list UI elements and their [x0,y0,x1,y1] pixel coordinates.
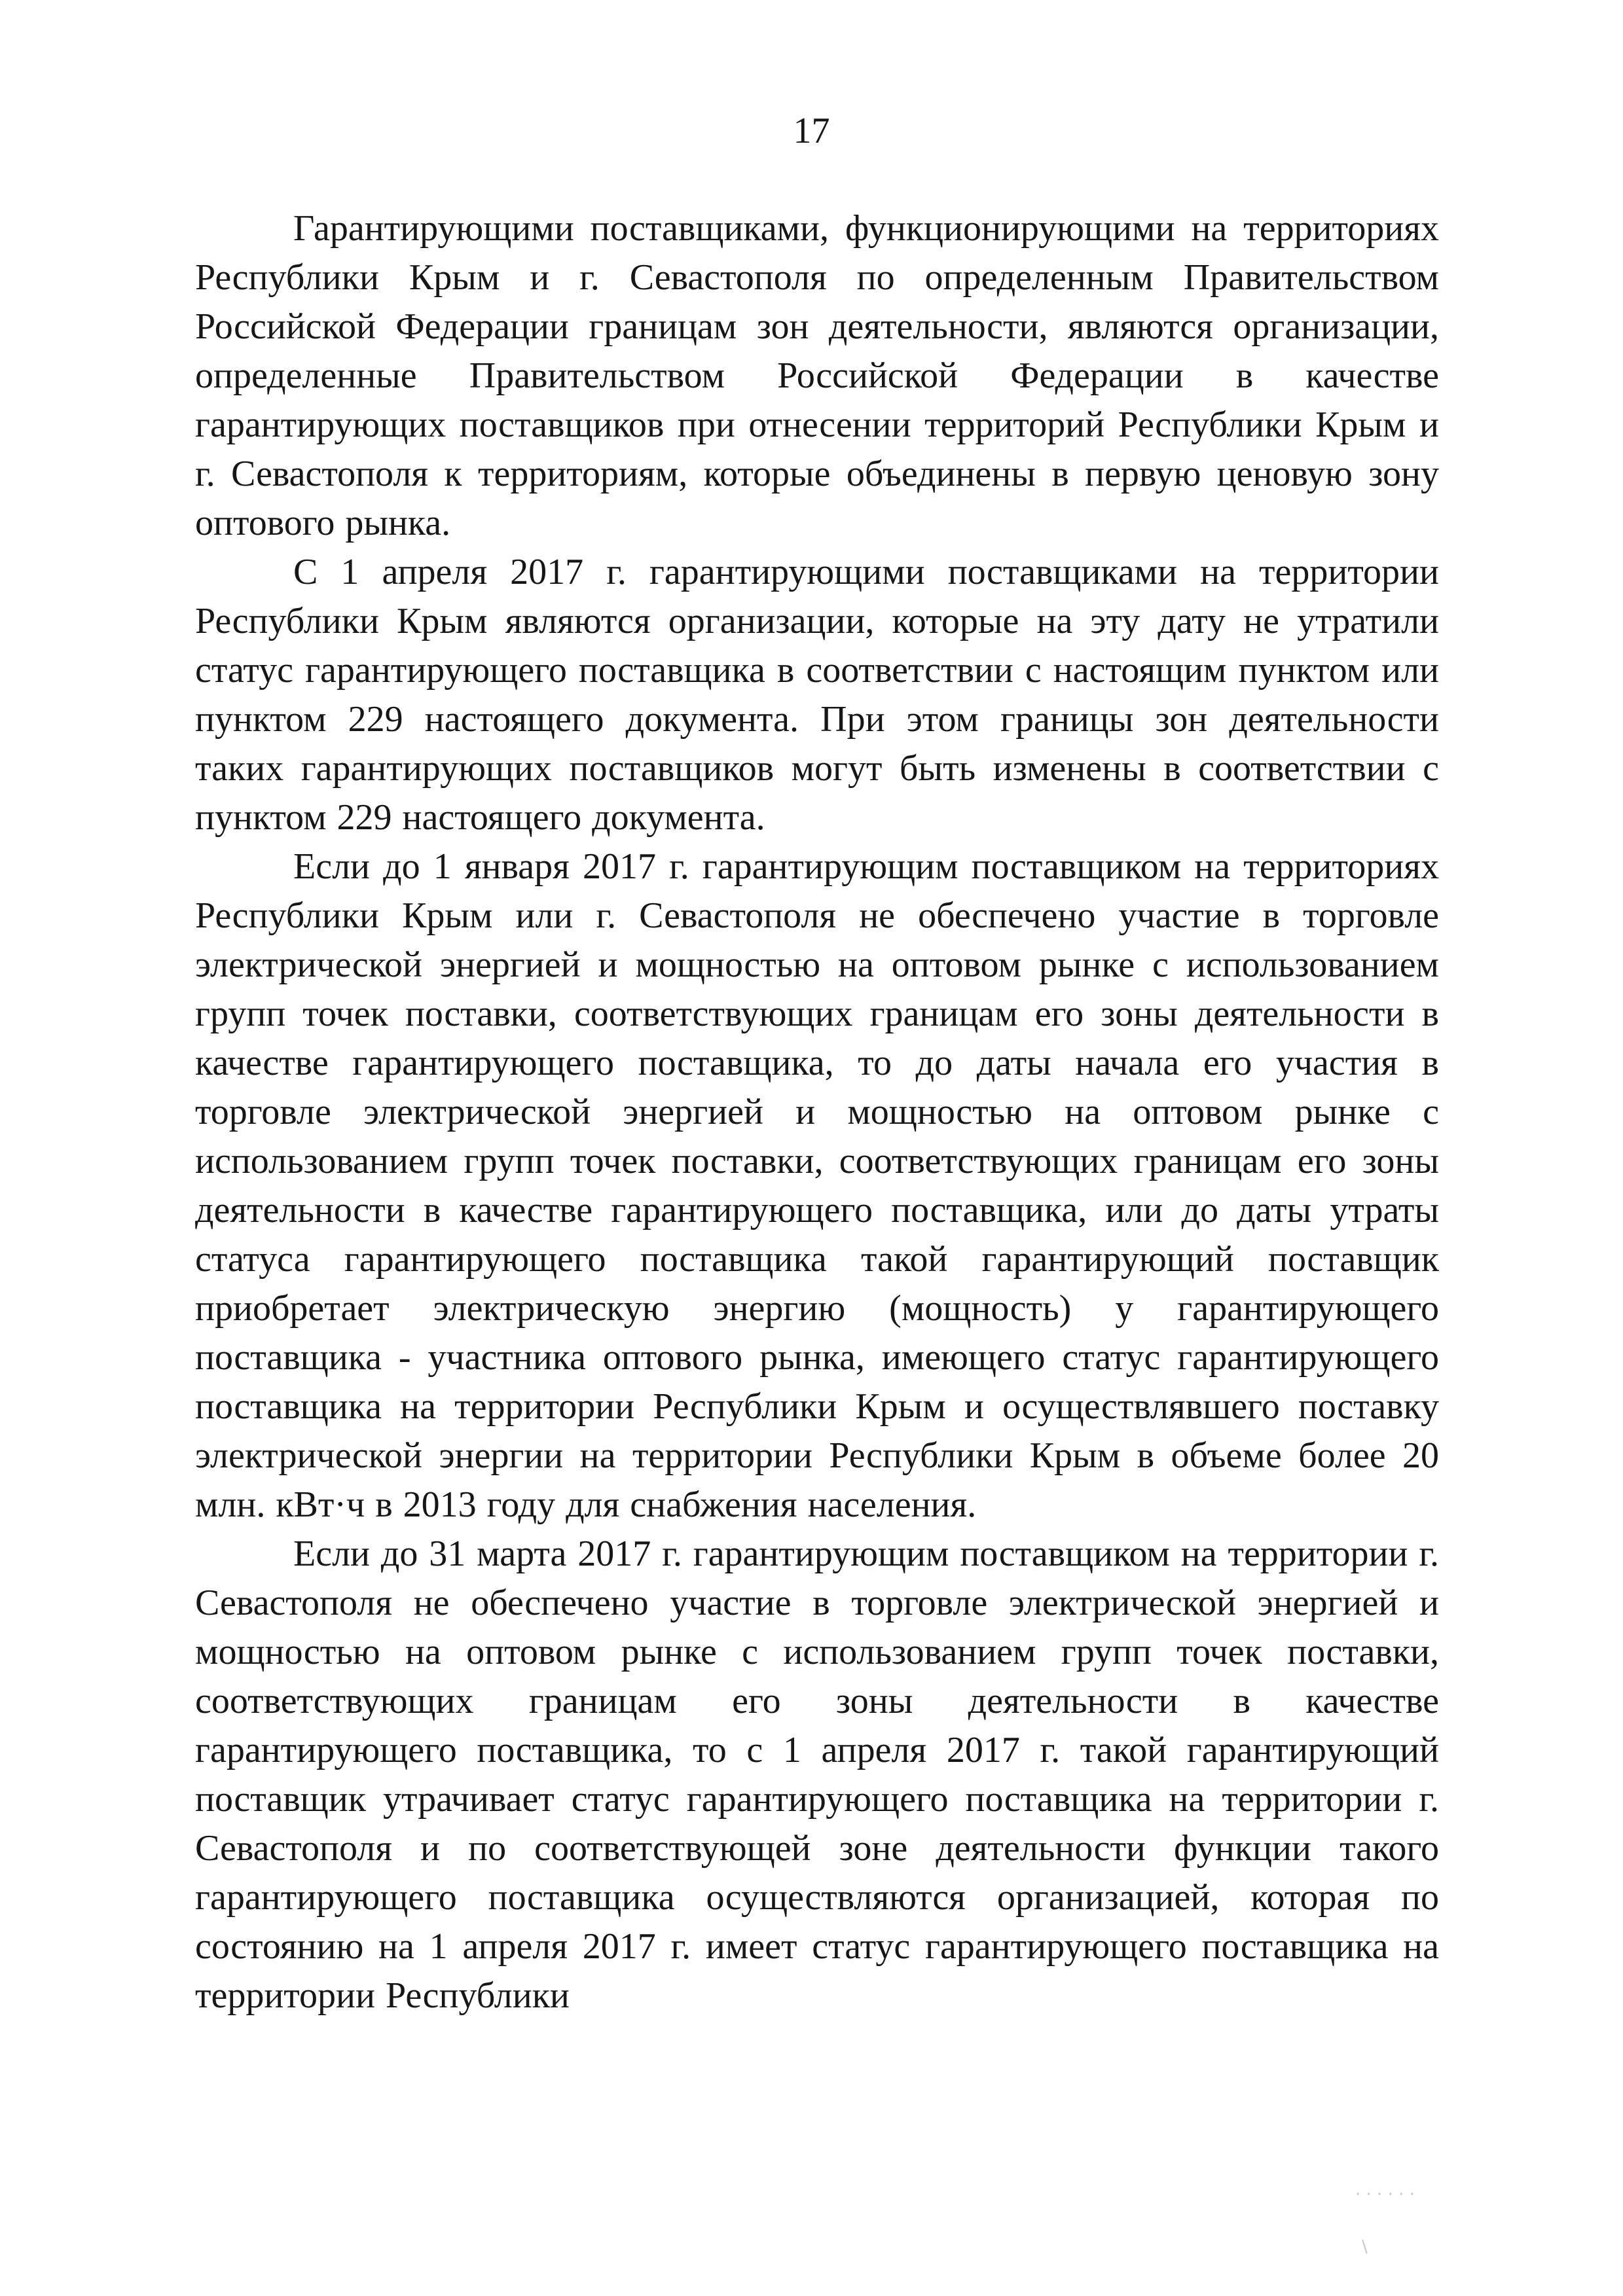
paragraph-january-2017-wholesale-participation: Если до 1 января 2017 г. гарантирующим поставщиком на территориях Республики Крым или г. Севастополя не обеспечено участие в торговле электрической энергией и мощностью на оптовом рынке с использованием групп точек поставки, соответствующих границам его зоны деятельности в качестве гарантирующего поставщика, то до даты начала его участия в торговле электрической энергией и мощностью на оптовом рынке с использованием групп точек поставки, соответствующих границам его зоны деятельности в качестве гарантирующего поставщика, или до даты утраты статуса гарантирующего поставщика такой гарантирующий поставщик приобретает электрическую энергию (мощность) у гарантирующего поставщика - участника оптового рынка, имеющего статус гарантирующего поставщика на территории Республики Крым и осуществлявшего поставку электрической энергии на территории Республики Крым в объеме более 20 млн. кВт·ч в 2013 году для снабжения населения. [195,846,1439,1525]
paragraph-april-2017-crimea: С 1 апреля 2017 г. гарантирующими поставщиками на территории Республики Крым являются организации, которые на эту дату не утратили статус гарантирующего поставщика в соответствии с настоящим пунктом или пунктом 229 настоящего документа. При этом границы зон деятельности таких гарантирующих поставщиков могут быть изменены в соответствии с пунктом 229 настоящего документа. [195,552,1439,838]
paragraph-guaranteeing-suppliers-definition: Гарантирующими поставщиками, функционирующими на территориях Республики Крым и г. Севастополя по определенным Правительством Российской Федерации границам зон деятельности, являются организации, определенные Правительством Российской Федерации в качестве гарантирующих поставщиков при отнесении территорий Республики Крым и г. Севастополя к территориям, которые объединены в первую ценовую зону оптового рынка. [195,208,1439,543]
scan-artifact: · · · · · · [1355,2185,1415,2204]
document-body [195,204,1439,2020]
paragraph-march-2017-sevastopol: Если до 31 марта 2017 г. гарантирующим поставщиком на территории г. Севастополя не обеспечено участие в торговле электрической энергией и мощностью на оптовом рынке с использованием групп точек поставки, соответствующих границам его зоны деятельности в качестве гарантирующего поставщика, то с 1 апреля 2017 г. такой гарантирующий поставщик утрачивает статус гарантирующего поставщика на территории г. Севастополя и по соответствующей зоне деятельности функции такого гарантирующего поставщика осуществляются организацией, которая по состоянию на 1 апреля 2017 г. имеет статус гарантирующего поставщика на территории Республики [195,1534,1439,2016]
page-number: 17 [793,111,830,151]
scan-artifact-mark: \ [1362,2237,1368,2257]
